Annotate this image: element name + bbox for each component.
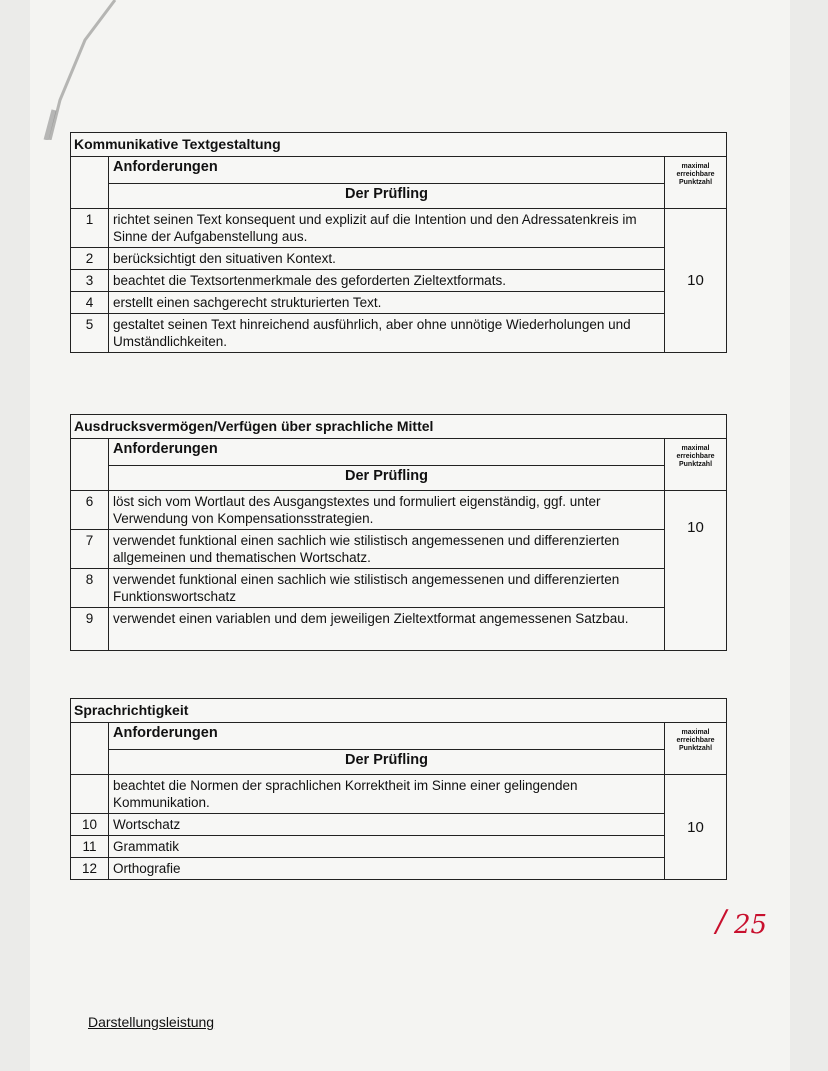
row-number: 5	[71, 314, 109, 353]
requirement-text: gestaltet seinen Text hinreichend ausführlich, aber ohne unnötige Wiederholungen und Umständlichkeiten.	[109, 314, 665, 353]
row-number: 2	[71, 248, 109, 270]
requirement-intro: beachtet die Normen der sprachlichen Korrektheit im Sinne einer gelingenden Kommunikation.	[109, 775, 665, 814]
row-number: 11	[71, 836, 109, 858]
requirement-text: verwendet einen variablen und dem jeweiligen Zieltextformat angemessenen Satzbau.	[109, 608, 665, 651]
section-table-1	[70, 132, 727, 353]
candidate-subheader: Der Prüfling	[109, 750, 665, 775]
candidate-subheader: Der Prüfling	[109, 466, 665, 491]
score-slash: /	[716, 904, 727, 939]
row-number: 12	[71, 858, 109, 880]
section-title: Kommunikative Textgestaltung	[71, 133, 727, 157]
row-number: 7	[71, 530, 109, 569]
candidate-subheader: Der Prüfling	[109, 184, 665, 209]
section-table-2	[70, 414, 727, 651]
requirement-text: verwendet funktional einen sachlich wie stilistisch angemessenen und differenzierten allgemeinen und thematischen Wortschatz.	[109, 530, 665, 569]
num-header-cell	[71, 723, 109, 775]
row-number: 4	[71, 292, 109, 314]
requirements-header: Anforderungen	[109, 723, 665, 750]
row-number: 8	[71, 569, 109, 608]
num-header-cell	[71, 157, 109, 209]
requirements-header: Anforderungen	[109, 157, 665, 184]
requirement-text: löst sich vom Wortlaut des Ausgangstextes und formuliert eigenständig, ggf. unter Verwendung von Kompensationsstrategien.	[109, 491, 665, 530]
row-number: 10	[71, 814, 109, 836]
requirement-text: erstellt einen sachgerecht strukturierten Text.	[109, 292, 665, 314]
section-title: Ausdrucksvermögen/Verfügen über sprachliche Mittel	[71, 415, 727, 439]
num-header-cell	[71, 439, 109, 491]
max-points-header: maximal erreichbare Punktzahl	[665, 723, 727, 775]
row-number-empty	[71, 775, 109, 814]
requirement-text: verwendet funktional einen sachlich wie stilistisch angemessenen und differenzierten Funktionswortschatz	[109, 569, 665, 608]
handwritten-score	[716, 900, 776, 948]
section-table-3	[70, 698, 727, 880]
requirement-text: Grammatik	[109, 836, 665, 858]
max-points-header: maximal erreichbare Punktzahl	[665, 439, 727, 491]
points-cell: 10	[665, 491, 727, 651]
section-title: Sprachrichtigkeit	[71, 699, 727, 723]
score-value: 25	[734, 910, 768, 940]
footer-section-label: Darstellungsleistung	[88, 1014, 215, 1030]
points-cell: 10	[665, 209, 727, 353]
paper-crease	[40, 0, 120, 140]
requirement-text: beachtet die Textsortenmerkmale des geforderten Zieltextformats.	[109, 270, 665, 292]
points-cell: 10	[665, 775, 727, 880]
row-number: 9	[71, 608, 109, 651]
requirement-text: Wortschatz	[109, 814, 665, 836]
requirement-text: berücksichtigt den situativen Kontext.	[109, 248, 665, 270]
row-number: 3	[71, 270, 109, 292]
row-number: 1	[71, 209, 109, 248]
max-points-header: maximal erreichbare Punktzahl	[665, 157, 727, 209]
requirement-text: richtet seinen Text konsequent und explizit auf die Intention und den Adressatenkreis im Sinne der Aufgabenstellung aus.	[109, 209, 665, 248]
requirement-text: Orthografie	[109, 858, 665, 880]
row-number: 6	[71, 491, 109, 530]
requirements-header: Anforderungen	[109, 439, 665, 466]
